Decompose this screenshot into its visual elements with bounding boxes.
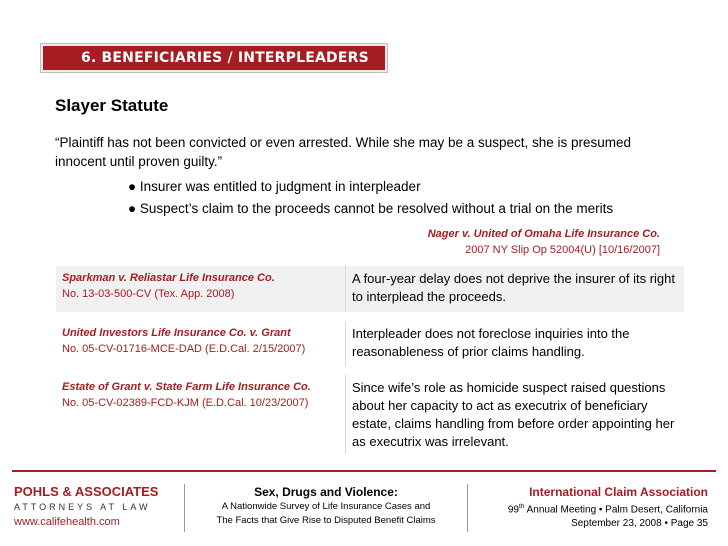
footer-separator (467, 484, 468, 532)
presentation-title: Sex, Drugs and Violence: (254, 485, 398, 499)
case-citation: No. 13-03-500-CV (Tex. App. 2008) (62, 288, 235, 300)
case-holding: A four-year delay does not deprive the insurer of its right to interplead the proceeds. (352, 271, 676, 304)
main-case-citation (428, 226, 660, 258)
case-name: Sparkman v. Reliastar Life Insurance Co. (62, 272, 275, 284)
firm-url[interactable]: www.califehealth.com (14, 516, 120, 528)
quote-text: “Plaintiff has not been convicted or even arrested. While she may be a suspect, she is presumed innocent until proven guilty.” (55, 135, 632, 169)
firm-name: POHLS & ASSOCIATES (14, 484, 159, 499)
meeting-info (508, 500, 708, 517)
bullet-item: ● Insurer was entitled to judgment in interpleader (128, 179, 421, 194)
meeting-ordinal: th (518, 503, 525, 510)
case-reference (56, 321, 346, 367)
presentation-block (190, 484, 462, 528)
firm-subtitle: ATTORNEYS AT LAW (14, 502, 151, 512)
date-page: September 23, 2008 • Page 35 (571, 518, 708, 530)
slide-title: Slayer Statute (55, 96, 169, 115)
case-reference (56, 266, 346, 312)
case-citation: No. 05-CV-02389-FCD-KJM (E.D.Cal. 10/23/2007) (62, 397, 309, 409)
section-banner: 6. BENEFICIARIES / INTERPLEADERS (43, 46, 385, 70)
firm-block (14, 484, 158, 529)
main-case-cite: 2007 NY Slip Op 52004(U) [10/16/2007] (465, 244, 660, 256)
footer-separator (184, 484, 185, 532)
case-name: United Investors Life Insurance Co. v. Grant (62, 327, 291, 339)
organization-block (508, 484, 708, 531)
section-banner-frame (40, 43, 388, 73)
case-name: Estate of Grant v. State Farm Life Insurance Co. (62, 381, 311, 393)
bullet-item: ● Suspect’s claim to the proceeds cannot be resolved without a trial on the merits (128, 201, 614, 216)
footer (0, 480, 728, 540)
meeting-number: 99 (507, 504, 519, 516)
organization-name: International Claim Association (529, 485, 708, 499)
meeting-details: Annual Meeting • Palm Desert, California (524, 504, 708, 516)
case-row (56, 321, 684, 367)
presentation-subtitle-2: The Facts that Give Rise to Disputed Benefit Claims (216, 515, 436, 526)
main-case-name: Nager v. United of Omaha Life Insurance Co. (427, 228, 660, 240)
case-holding: Since wife’s role as homicide suspect raised questions about her capacity to act as executrix of beneficiary estate, claims handling from before order appointing her as executrix was irrelevant. (352, 380, 675, 449)
presentation-subtitle-1: A Nationwide Survey of Life Insurance Cases and (221, 501, 431, 512)
case-citation: No. 05-CV-01716-MCE-DAD (E.D.Cal. 2/15/2007) (62, 343, 306, 355)
case-holding: Interpleader does not foreclose inquiries into the reasonableness of prior claims handling. (352, 326, 630, 359)
footer-divider (12, 470, 716, 472)
case-row (56, 266, 684, 312)
case-reference (56, 375, 346, 453)
case-row (56, 375, 684, 453)
bullet-list (128, 176, 613, 220)
